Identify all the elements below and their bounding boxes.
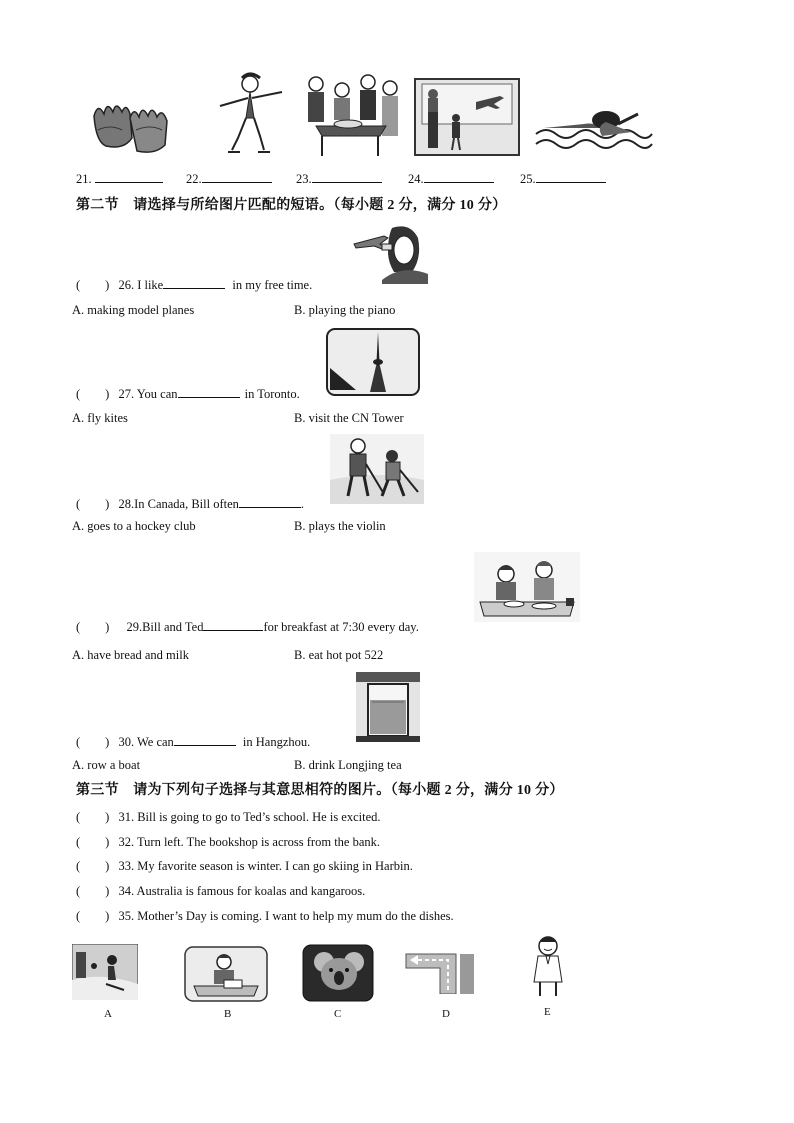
- answer-paren-29[interactable]: ( ): [76, 620, 110, 634]
- picture-label-e: E: [544, 1006, 551, 1018]
- picture-label-a: A: [104, 1008, 112, 1020]
- section-3-title: 第三节 请为下列句子选择与其意思相符的图片。（每小题 2 分，满分 10 分）: [76, 783, 564, 798]
- picture-26-model-plane: [352, 220, 428, 284]
- picture-21-hands: [88, 94, 172, 154]
- picture-24-airport: [414, 78, 520, 156]
- section-2-title: 第二节 请选择与所给图片匹配的短语。（每小题 2 分，满分 10 分）: [76, 198, 507, 213]
- picture-b-reading: [184, 946, 268, 1002]
- blank-29[interactable]: [203, 619, 263, 631]
- option-30-a[interactable]: A. row a boat: [72, 758, 141, 772]
- question-27: ( ) 27. You can in Toronto.: [76, 387, 300, 401]
- picture-label-b: B: [224, 1008, 232, 1020]
- question-31: ( ) 31. Bill is going to go to Ted’s school. He is excited.: [76, 810, 381, 824]
- answer-paren-26[interactable]: ( ): [76, 278, 110, 292]
- answer-paren-28[interactable]: ( ): [76, 497, 110, 511]
- answer-paren-31[interactable]: ( ): [76, 810, 110, 824]
- picture-label-d: D: [442, 1008, 450, 1020]
- answer-23[interactable]: 23.: [296, 171, 382, 187]
- question-32: ( ) 32. Turn left. The bookshop is across from the bank.: [76, 835, 381, 849]
- option-29-a[interactable]: A. have bread and milk: [72, 648, 189, 662]
- option-26-b[interactable]: B. playing the piano: [294, 303, 396, 317]
- blank-30[interactable]: [174, 734, 236, 746]
- option-30-b[interactable]: B. drink Longjing tea: [294, 758, 402, 772]
- question-29: ( ) 29.Bill and Ted for breakfast at 7:30 every day.: [76, 620, 419, 634]
- picture-30-tea-glass: [356, 672, 420, 742]
- picture-22-skater: [212, 70, 288, 158]
- answer-paren-33[interactable]: ( ): [76, 859, 110, 873]
- answer-paren-27[interactable]: ( ): [76, 387, 110, 401]
- question-35: ( ) 35. Mother’s Day is coming. I want to help my mum do the dishes.: [76, 909, 454, 923]
- answer-24[interactable]: 24.: [408, 171, 494, 187]
- picture-a-skiing: [72, 944, 138, 1000]
- question-30: ( ) 30. We can in Hangzhou.: [76, 735, 311, 749]
- picture-29-breakfast: [474, 552, 580, 622]
- picture-label-c: C: [334, 1008, 342, 1020]
- answer-22[interactable]: 22.: [186, 171, 272, 187]
- picture-23-family-dinner: [302, 70, 404, 160]
- option-27-b[interactable]: B. visit the CN Tower: [294, 411, 404, 425]
- blank-27[interactable]: [178, 386, 240, 398]
- answer-21[interactable]: 21.: [76, 171, 163, 187]
- blank-26[interactable]: [163, 277, 225, 289]
- question-28: ( ) 28.In Canada, Bill often .: [76, 497, 305, 511]
- picture-e-excited-boy: [528, 934, 568, 998]
- blank-28[interactable]: [239, 496, 301, 508]
- option-28-a[interactable]: A. goes to a hockey club: [72, 519, 196, 533]
- answer-paren-35[interactable]: ( ): [76, 909, 110, 923]
- answer-25[interactable]: 25.: [520, 171, 606, 187]
- picture-27-cn-tower: [326, 328, 420, 396]
- picture-28-hockey: [330, 434, 424, 504]
- picture-d-turn-left-map: [404, 950, 476, 994]
- picture-25-swimmer: [534, 98, 654, 154]
- answer-paren-32[interactable]: ( ): [76, 835, 110, 849]
- option-29-b[interactable]: B. eat hot pot 522: [294, 648, 384, 662]
- question-34: ( ) 34. Australia is famous for koalas and kangaroos.: [76, 884, 366, 898]
- option-28-b[interactable]: B. plays the violin: [294, 519, 386, 533]
- option-26-a[interactable]: A. making model planes: [72, 303, 195, 317]
- answer-paren-30[interactable]: ( ): [76, 735, 110, 749]
- option-27-a[interactable]: A. fly kites: [72, 411, 128, 425]
- question-26: ( ) 26. I like in my free time.: [76, 278, 313, 292]
- picture-c-koala: [302, 944, 374, 1002]
- answer-paren-34[interactable]: ( ): [76, 884, 110, 898]
- question-33: ( ) 33. My favorite season is winter. I can go skiing in Harbin.: [76, 859, 413, 873]
